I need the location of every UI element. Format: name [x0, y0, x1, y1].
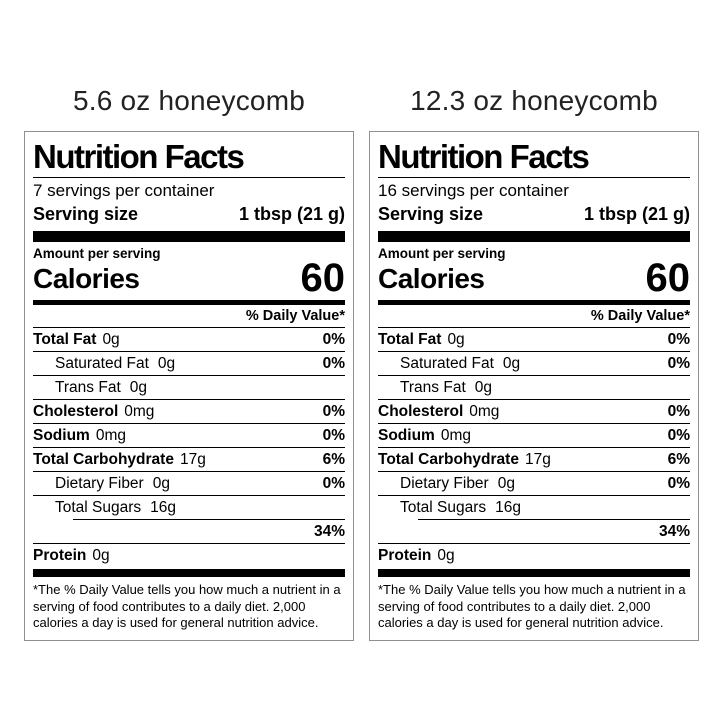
serving-size-row [378, 203, 690, 226]
nutrient-name: Sodium [378, 426, 435, 444]
nutrient-row-dietary-fiber [378, 471, 690, 495]
nutrient-name: Protein [378, 546, 432, 564]
nutrient-amount: 0mg [469, 402, 500, 420]
thick-divider-bottom [33, 569, 345, 577]
nutrition-facts-label [24, 131, 354, 641]
nutrient-amount: 0g [447, 330, 465, 348]
nutrient-row-total-carbohydrate [33, 447, 345, 471]
calories-label: Calories [378, 263, 485, 294]
calories-value: 60 [645, 256, 690, 300]
calories-value: 60 [300, 256, 345, 300]
nutrient-amount: 0mg [124, 402, 155, 420]
thick-divider [33, 231, 345, 242]
nutrient-name: Saturated Fat [400, 354, 494, 372]
added-sugars-dv-row [33, 519, 345, 543]
nutrient-daily-value: 0% [322, 402, 345, 420]
nutrient-daily-value: 0% [667, 474, 690, 492]
nutrient-name: Dietary Fiber [55, 474, 144, 492]
nutrition-facts-heading: Nutrition Facts [33, 138, 244, 175]
product-column-right [369, 0, 699, 641]
nutrient-row-trans-fat [33, 375, 345, 399]
daily-value-footnote: *The % Daily Value tells you how much a nutrient in a serving of food contributes to a daily diet. 2,000 calories a day is used for general nutrition advice. [378, 582, 686, 631]
calories-row [378, 256, 690, 300]
nutrient-daily-value: 0% [667, 354, 690, 372]
nutrient-row-trans-fat [378, 375, 690, 399]
nutrient-name: Trans Fat [400, 378, 466, 396]
added-sugars-dv-row [378, 519, 690, 543]
amount-per-serving-label: Amount per serving [33, 246, 161, 261]
nutrient-amount: 16g [495, 498, 522, 516]
nutrient-amount: 0mg [440, 426, 471, 444]
nutrient-name: Trans Fat [55, 378, 121, 396]
nutrient-amount: 16g [150, 498, 177, 516]
nutrient-row-total-fat [378, 327, 690, 351]
nutrient-name: Total Sugars [400, 498, 487, 516]
daily-value-header: % Daily Value* [245, 308, 345, 324]
nutrient-amount: 0mg [95, 426, 126, 444]
nutrient-name: Cholesterol [378, 402, 464, 420]
nutrient-name: Total Carbohydrate [33, 450, 174, 468]
nutrient-row-protein [378, 543, 690, 567]
nutrient-amount: 0g [502, 354, 521, 372]
nutrient-name: Sodium [33, 426, 90, 444]
nutrient-name: Dietary Fiber [400, 474, 489, 492]
nutrient-amount: 0g [102, 330, 120, 348]
nutrient-row-saturated-fat [378, 351, 690, 375]
servings-per-container: 7 servings per container [33, 181, 215, 200]
divider [33, 177, 345, 178]
product-title: 12.3 oz honeycomb [410, 85, 658, 116]
nutrient-amount: 0g [92, 546, 110, 564]
nutrient-row-saturated-fat [33, 351, 345, 375]
thick-divider-bottom [378, 569, 690, 577]
nutrient-daily-value: 0% [322, 426, 345, 444]
nutrient-daily-value: 6% [667, 450, 690, 468]
product-column-left [24, 0, 354, 641]
calories-row [33, 256, 345, 300]
nutrient-row-sodium [33, 423, 345, 447]
thick-divider [378, 231, 690, 242]
serving-size-value: 1 tbsp (21 g) [238, 204, 345, 224]
nutrient-row-dietary-fiber [33, 471, 345, 495]
nutrient-amount: 17g [524, 450, 551, 468]
nutrition-facts-heading: Nutrition Facts [378, 138, 589, 175]
calories-label: Calories [33, 263, 140, 294]
nutrient-daily-value: 0% [667, 426, 690, 444]
nutrient-amount: 17g [179, 450, 206, 468]
nutrient-row-total-fat [33, 327, 345, 351]
nutrient-daily-value: 0% [667, 330, 690, 348]
nutrient-daily-value: 0% [322, 474, 345, 492]
nutrient-daily-value: 0% [667, 402, 690, 420]
nutrient-row-protein [33, 543, 345, 567]
serving-size-label: Serving size [378, 204, 484, 224]
nutrient-name: Total Sugars [55, 498, 142, 516]
nutrient-amount: 0g [152, 474, 170, 492]
serving-size-label: Serving size [33, 204, 139, 224]
nutrient-row-total-sugars [378, 495, 690, 519]
nutrient-amount: 0g [157, 354, 176, 372]
nutrient-daily-value: 0% [322, 330, 345, 348]
nutrient-row-total-carbohydrate [378, 447, 690, 471]
product-title: 5.6 oz honeycomb [72, 85, 305, 116]
daily-value-footnote: *The % Daily Value tells you how much a nutrient in a serving of food contributes to a daily diet. 2,000 calories a day is used for general nutrition advice. [33, 582, 341, 631]
daily-value-header: % Daily Value* [590, 308, 690, 324]
nutrient-daily-value: 34% [313, 522, 345, 540]
nutrient-name: Saturated Fat [55, 354, 149, 372]
nutrient-name: Protein [33, 546, 87, 564]
nutrient-name: Cholesterol [33, 402, 119, 420]
nutrition-facts-label [369, 131, 699, 641]
amount-per-serving-label: Amount per serving [378, 246, 506, 261]
divider [378, 177, 690, 178]
serving-size-value: 1 tbsp (21 g) [583, 204, 690, 224]
nutrient-row-sodium [378, 423, 690, 447]
nutrient-name: Total Carbohydrate [378, 450, 519, 468]
serving-size-row [33, 203, 345, 226]
nutrient-daily-value: 6% [322, 450, 345, 468]
nutrient-row-cholesterol [33, 399, 345, 423]
nutrient-row-total-sugars [33, 495, 345, 519]
nutrient-amount: 0g [474, 378, 492, 396]
nutrient-daily-value: 0% [322, 354, 345, 372]
nutrient-name: Total Fat [33, 330, 97, 348]
nutrient-amount: 0g [437, 546, 455, 564]
nutrient-amount: 0g [129, 378, 147, 396]
nutrient-daily-value: 34% [658, 522, 690, 540]
nutrient-amount: 0g [497, 474, 515, 492]
servings-per-container: 16 servings per container [378, 181, 569, 200]
nutrient-name: Total Fat [378, 330, 442, 348]
nutrient-row-cholesterol [378, 399, 690, 423]
